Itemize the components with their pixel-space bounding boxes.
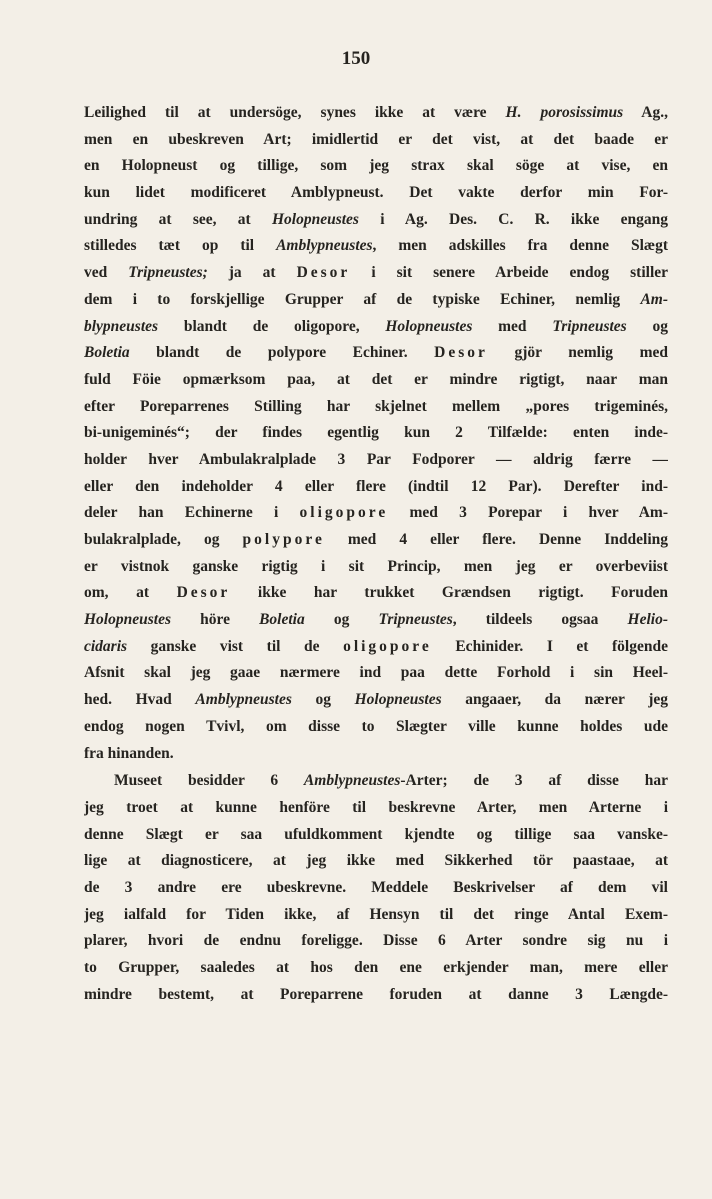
text-line [84, 902, 668, 929]
italic-term: Amblypneustes [303, 772, 401, 790]
text-line [84, 714, 668, 741]
italic-term: Boletia [259, 611, 305, 629]
text-line [84, 875, 668, 902]
spaced-name: Desor [296, 264, 351, 282]
text-segment: om, at [84, 584, 177, 602]
text-segment: og [304, 611, 379, 629]
italic-term: Holopneustes [385, 317, 473, 335]
text-segment: i sit senere Arbeide endog stiller [350, 264, 668, 282]
text-segment: ganske vist til de [127, 637, 344, 655]
text-segment: höre [170, 611, 260, 629]
text-line [84, 822, 668, 849]
body-text [84, 100, 668, 1008]
text-segment: plarer, hvori de endnu foreligge. Disse 6 Arter sondre sig nu i [84, 932, 668, 950]
page-number: 150 [341, 48, 371, 69]
text-segment: , tildeels ogsaa [452, 611, 628, 629]
text-segment: Afsnit skal jeg gaae nærmere ind paa dette Forhold i sin Heel- [84, 664, 668, 682]
text-line [84, 420, 668, 447]
spaced-name: Desor [176, 584, 231, 602]
text-line [84, 848, 668, 875]
text-line [84, 127, 668, 154]
text-segment: blandt de oligopore, [158, 317, 386, 335]
italic-term: Boletia [84, 344, 130, 362]
spaced-name: polypore [242, 531, 325, 548]
text-line [84, 153, 668, 180]
text-segment: kun lidet modificeret Amblypneust. Det vakte derfor min For- [84, 184, 668, 202]
text-segment: bulakralplade, og [84, 531, 243, 548]
text-line [84, 795, 668, 822]
italic-term: Helio- [627, 611, 668, 629]
text-line [84, 741, 668, 768]
text-line [84, 928, 668, 955]
text-segment: dem i to forskjellige Grupper af de typiske Echiner, nemlig [84, 290, 641, 308]
italic-term: Amblypneustes [276, 237, 373, 255]
text-segment: ved [84, 264, 129, 282]
text-segment: Ag., [623, 104, 668, 121]
text-line [84, 687, 668, 714]
italic-term: Holopneustes [84, 611, 171, 629]
text-segment: , men adskilles fra denne Slægt [372, 237, 668, 255]
text-segment: bi-unigeminés“; der findes egentlig kun 2 Tilfælde: enten inde- [84, 424, 668, 442]
text-segment: med 3 Porepar i hver Am- [388, 504, 668, 522]
text-segment: de 3 andre ere ubeskrevne. Meddele Beskrivelser af dem vil [84, 878, 668, 896]
text-line [84, 768, 668, 795]
text-segment: efter Poreparrenes Stilling har skjelnet mellem „pores trigeminés, [84, 397, 668, 415]
text-line [84, 474, 668, 501]
text-segment: mindre bestemt, at Poreparrene foruden at danne 3 Længde- [84, 985, 668, 1003]
text-line [84, 100, 668, 127]
spaced-name: oligopore [299, 504, 389, 522]
text-line [84, 260, 668, 287]
text-segment: med 4 eller flere. Denne Inddeling [324, 531, 668, 548]
italic-term: Am- [640, 290, 668, 308]
text-line [84, 580, 668, 607]
text-line [84, 554, 668, 581]
text-line [84, 634, 668, 661]
text-segment: og [626, 317, 668, 335]
text-segment: blandt de polypore Echiner. [129, 344, 435, 362]
text-segment: jeg troet at kunne henföre til beskrevne Arter, men Arterne i [84, 798, 668, 816]
text-segment: gjör nemlig med [487, 344, 668, 362]
text-line [84, 955, 668, 982]
text-line [84, 394, 668, 421]
text-segment: fuld Föie opmærksom paa, at det er mindre rigtigt, naar man [84, 370, 668, 388]
text-line [84, 180, 668, 207]
text-segment: stilledes tæt op til [84, 237, 277, 255]
text-segment: eller den indeholder 4 eller flere (indtil 12 Par). Derefter ind- [84, 477, 668, 495]
text-line [84, 982, 668, 1009]
italic-term: Holopneustes [354, 691, 442, 709]
text-line [84, 527, 668, 554]
text-segment: undring at see, at [84, 210, 272, 228]
italic-term: Amblypneustes [195, 691, 292, 709]
text-segment: angaaer, da nærer jeg [441, 691, 668, 709]
text-segment: Echinider. I et fölgende [431, 637, 668, 655]
italic-term: cidaris [84, 637, 128, 655]
text-line [84, 367, 668, 394]
text-line [84, 207, 668, 234]
text-line [84, 660, 668, 687]
text-segment: og [291, 691, 355, 709]
italic-term: Holopneustes [271, 210, 359, 228]
text-line [84, 447, 668, 474]
spaced-name: oligopore [343, 637, 432, 655]
text-segment: men en ubeskreven Art; imidlertid er det vist, at det baade er [84, 130, 668, 148]
text-segment: er vistnok ganske rigtig i sit Princip, men jeg er overbeviist [84, 557, 668, 575]
text-segment: fra hinanden. [84, 744, 174, 762]
italic-term: Tripneustes [552, 317, 627, 335]
text-segment: deler han Echinerne i [84, 504, 300, 522]
text-segment: to Grupper, saaledes at hos den ene erkjender man, mere eller [84, 959, 668, 976]
text-line [84, 500, 668, 527]
text-segment: ikke har trukket Grændsen rigtigt. Foruden [230, 584, 668, 602]
text-segment: lige at diagnosticere, at jeg ikke med Sikkerhed tör paastaae, at [84, 852, 668, 870]
text-segment: Museet besidder 6 [114, 772, 304, 790]
text-line [84, 287, 668, 314]
text-segment: ja at [207, 264, 297, 282]
text-segment: en Holopneust og tillige, som jeg strax skal söge at vise, en [84, 157, 668, 175]
text-segment: Leilighed til at undersöge, synes ikke at være [84, 104, 506, 121]
italic-term: Tripneustes [378, 611, 453, 629]
italic-term: Tripneustes; [128, 264, 208, 282]
spaced-name: Desor [434, 344, 488, 362]
text-line [84, 607, 668, 634]
text-segment: jeg ialfald for Tiden ikke, af Hensyn til det ringe Antal Exem- [84, 905, 668, 923]
text-segment: hed. Hvad [84, 691, 196, 709]
text-line [84, 233, 668, 260]
italic-term: blypneustes [84, 317, 159, 335]
text-line [84, 314, 668, 341]
text-segment: denne Slægt er saa ufuldkomment kjendte og tillige saa vanske- [84, 825, 668, 843]
text-segment: endog nogen Tvivl, om disse to Slægter ville kunne holdes ude [84, 717, 668, 735]
text-segment: -Arter; de 3 af disse har [400, 772, 668, 790]
text-segment: holder hver Ambulakralplade 3 Par Fodporer — aldrig færre — [84, 450, 668, 468]
italic-term: H. porosissimus [505, 104, 624, 121]
text-segment: i Ag. Des. C. R. ikke engang [358, 210, 668, 228]
text-segment: med [472, 317, 553, 335]
text-line [84, 340, 668, 367]
